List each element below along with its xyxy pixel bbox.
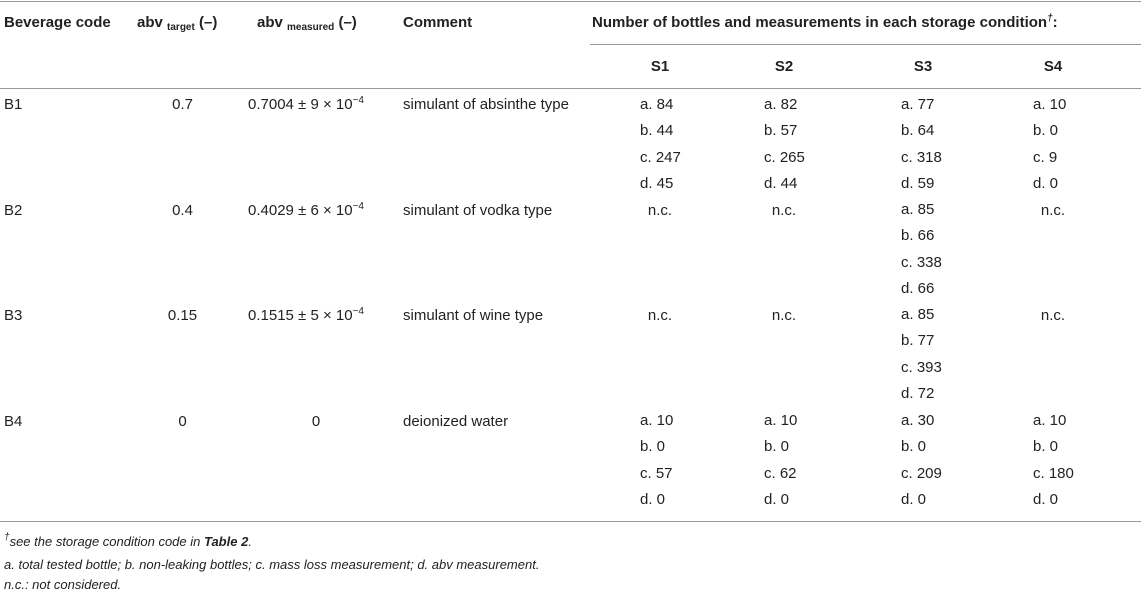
- row-b3-s2: n.c.: [771, 307, 797, 324]
- table-bottom-rule: [0, 521, 1141, 522]
- row-b1-s3: a. 77 b. 64 c. 318 d. 59: [901, 96, 942, 192]
- row-b3-s4: n.c.: [1040, 307, 1066, 324]
- header-s1: S1: [650, 58, 670, 75]
- header-comment: Comment: [403, 14, 473, 31]
- footnote-not-considered: n.c.: not considered.: [4, 577, 122, 592]
- row-b3-measured: $0.1515 \pm 5 \times 10^{-4}$: [248, 306, 364, 324]
- row-b3-code: B3: [4, 307, 23, 324]
- row-b4-target: 0: [178, 413, 187, 430]
- header-s4: S4: [1043, 58, 1063, 75]
- table-2-reference: Table 2: [203, 534, 249, 549]
- row-b1-code: B1: [4, 96, 23, 113]
- header-beverage-code: Beverage code: [4, 14, 111, 31]
- footnote-storage-code: †see the storage condition code in Table 2.: [4, 532, 252, 549]
- row-b1-measured: $0.7004 \pm 9 \times 10^{-4}$: [248, 95, 364, 113]
- header-s2: S2: [774, 58, 794, 75]
- row-b4-measured: 0: [311, 413, 321, 430]
- row-b4-s3: a. 30 b. 0 c. 209 d. 0: [901, 412, 942, 508]
- row-b4-code: B4: [4, 413, 23, 430]
- row-b2-comment: simulant of vodka type: [403, 202, 553, 219]
- row-b2-s1: n.c.: [647, 202, 673, 219]
- row-b3-target: 0.15: [167, 307, 198, 324]
- row-b4-comment: deionized water: [403, 413, 509, 430]
- header-bottom-rule: [0, 88, 1141, 89]
- row-b4-s2: a. 10 b. 0 c. 62 d. 0: [764, 412, 798, 508]
- row-b3-s3: a. 85 b. 77 c. 393 d. 72: [901, 306, 942, 402]
- row-b1-s1: a. 84 b. 44 c. 247 d. 45: [640, 96, 681, 192]
- row-b2-s4: n.c.: [1040, 202, 1066, 219]
- row-b1-comment: simulant of absinthe type: [403, 96, 569, 113]
- header-abv-target: abv $_{target}$ (–): [137, 14, 218, 33]
- storage-group-rule: [590, 44, 1141, 45]
- row-b4-s1: a. 10 b. 0 c. 57 d. 0: [640, 412, 674, 508]
- row-b1-s4: a. 10 b. 0 c. 9 d. 0: [1033, 96, 1067, 192]
- footnote-legend: a. total tested bottle; b. non-leaking bottles; c. mass loss measurement; d. abv measurement.: [4, 557, 540, 572]
- row-b1-target: 0.7: [172, 96, 193, 113]
- row-b2-code: B2: [4, 202, 23, 219]
- row-b2-s2: n.c.: [771, 202, 797, 219]
- row-b3-s1: n.c.: [647, 307, 673, 324]
- header-s3: S3: [913, 58, 933, 75]
- table-top-rule: [0, 1, 1141, 2]
- row-b4-s4: a. 10 b. 0 c. 180 d. 0: [1033, 412, 1074, 508]
- header-storage-group: Number of bottles and measurements in each storage condition†:: [592, 13, 1058, 31]
- row-b1-s2: a. 82 b. 57 c. 265 d. 44: [764, 96, 805, 192]
- row-b2-measured: $0.4029 \pm 6 \times 10^{-4}$: [248, 201, 364, 219]
- row-b2-s3: a. 85 b. 66 c. 338 d. 66: [901, 201, 942, 297]
- row-b3-comment: simulant of wine type: [403, 307, 544, 324]
- row-b2-target: 0.4: [172, 202, 193, 219]
- header-abv-measured: abv $_{measured}$ (–): [257, 14, 357, 33]
